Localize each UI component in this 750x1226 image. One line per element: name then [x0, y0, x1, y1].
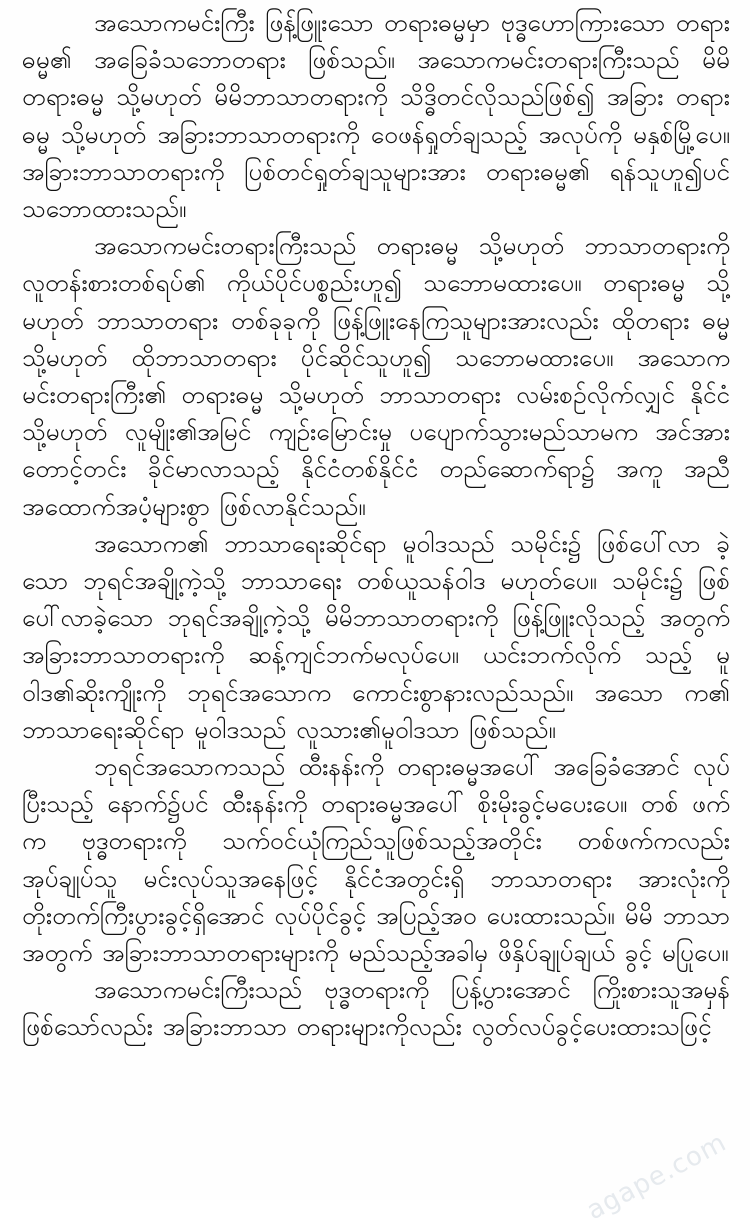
paragraph-1: အသောကမင်းကြီး ဖြန့်ဖြူးသော တရားဓမ္မမှာ ဗုဒ္ဓဟောကြားသော တရားဓမ္မ၏ အခြေခံသဘောတရား ဖြစ်သည်။ အသောကမင်းတရားကြီးသည် မိမိတရားဓမ္မ သို့မဟုတ် မိမိဘာသာတရားကို သိဒ္ဓိတင်လိုသည်ဖြစ်၍ အခြား တရားဓမ္မ သို့မဟုတ် အခြားဘာသာတရားကို ဝေဖန်ရှုတ်ချသည့် အလုပ်ကို မနှစ်မြို့ပေ။ အခြားဘာသာတရားကို ပြစ်တင်ရှုတ်ချသူများအား တရားဓမ္မ၏ ရန်သူဟူ၍ပင် သဘောထားသည်။ — [22, 8, 730, 224]
document-body — [22, 4, 730, 1046]
paragraph-2: အသောကမင်းတရားကြီးသည် တရားဓမ္မ သို့မဟုတ် ဘာသာတရားကို လူတန်းစားတစ်ရပ်၏ ကိုယ်ပိုင်ပစ္စည်းဟူ၍ သဘောမထားပေ။ တရားဓမ္မ သို့ မဟုတ် ဘာသာတရား တစ်ခုခုကို ဖြန့်ဖြူးနေကြသူများအားလည်း ထိုတရား ဓမ္မ သို့မဟုတ် ထိုဘာသာတရား ပိုင်ဆိုင်သူဟူ၍ သဘောမထားပေ။ အသောက မင်းတရားကြီး၏ တရားဓမ္မ သို့မဟုတ် ဘာသာတရား လမ်းစဉ်လိုက်လျှင် နိုင်ငံ သို့မဟုတ် လူမျိုး၏အမြင် ကျဉ်းမြောင်းမှု ပပျောက်သွားမည်သာမက အင်အားတောင့်တင်း ခိုင်မာလာသည့် နိုင်ငံတစ်နိုင်ငံ တည်ဆောက်ရာ၌ အကူ အညီ အထောက်အပံ့များစွာ ဖြစ်လာနိုင်သည်။ — [22, 231, 730, 521]
paragraph-4: ဘုရင်အသောကသည် ထီးနန်းကို တရားဓမ္မအပေါ် အခြေခံအောင် လုပ်ပြီးသည့် နောက်၌ပင် ထီးနန်းကို တရားဓမ္မအပေါ် စိုးမိုးခွင့်မပေးပေ။ တစ် ဖက်က ဗုဒ္ဓတရားကို သက်ဝင်ယုံကြည်သူဖြစ်သည့်အတိုင်း တစ်ဖက်ကလည်း အုပ်ချုပ်သူ မင်းလုပ်သူအနေဖြင့် နိုင်ငံအတွင်းရှိ ဘာသာတရား အားလုံးကို တိုးတက်ကြီးပွားခွင့်ရှိအောင် လုပ်ပိုင်ခွင့် အပြည့်အဝ ပေးထားသည်။ မိမိ ဘာသာအတွက် အခြားဘာသာတရားများကို မည်သည့်အခါမှ ဖိနှိပ်ချုပ်ချယ် ခွင့် မပြုပေ။ — [22, 752, 730, 968]
paragraph-5: အသောကမင်းကြီးသည် ဗုဒ္ဓတရားကို ပြန့်ပွားအောင် ကြိုးစားသူအမှန် ဖြစ်သော်လည်း အခြားဘာသာ တရားများကိုလည်း လွတ်လပ်ခွင့်ပေးထားသဖြင့် — [22, 975, 730, 1042]
watermark-text: agape.com — [582, 1127, 732, 1226]
paragraph-3: အသောက၏ ဘာသာရေးဆိုင်ရာ မူဝါဒသည် သမိုင်း၌ ဖြစ်ပေါ်လာ ခဲ့သော ဘုရင်အချို့ကဲ့သို့ ဘာသာရေး တစ်ယူသန်ဝါဒ မဟုတ်ပေ။ သမိုင်း၌ ဖြစ်ပေါ်လာခဲ့သော ဘုရင်အချို့ကဲ့သို့ မိမိဘာသာတရားကို ဖြန့်ဖြူးလိုသည့် အတွက် အခြားဘာသာတရားကို ဆန့်ကျင်ဘက်မလုပ်ပေ။ ယင်းဘက်လိုက် သည့် မူဝါဒ၏ဆိုးကျိုးကို ဘုရင်အသောက ကောင်းစွာနားလည်သည်။ အသော က၏ ဘာသာရေးဆိုင်ရာ မူဝါဒသည် လူသား၏မူဝါဒသာ ဖြစ်သည်။ — [22, 528, 730, 744]
